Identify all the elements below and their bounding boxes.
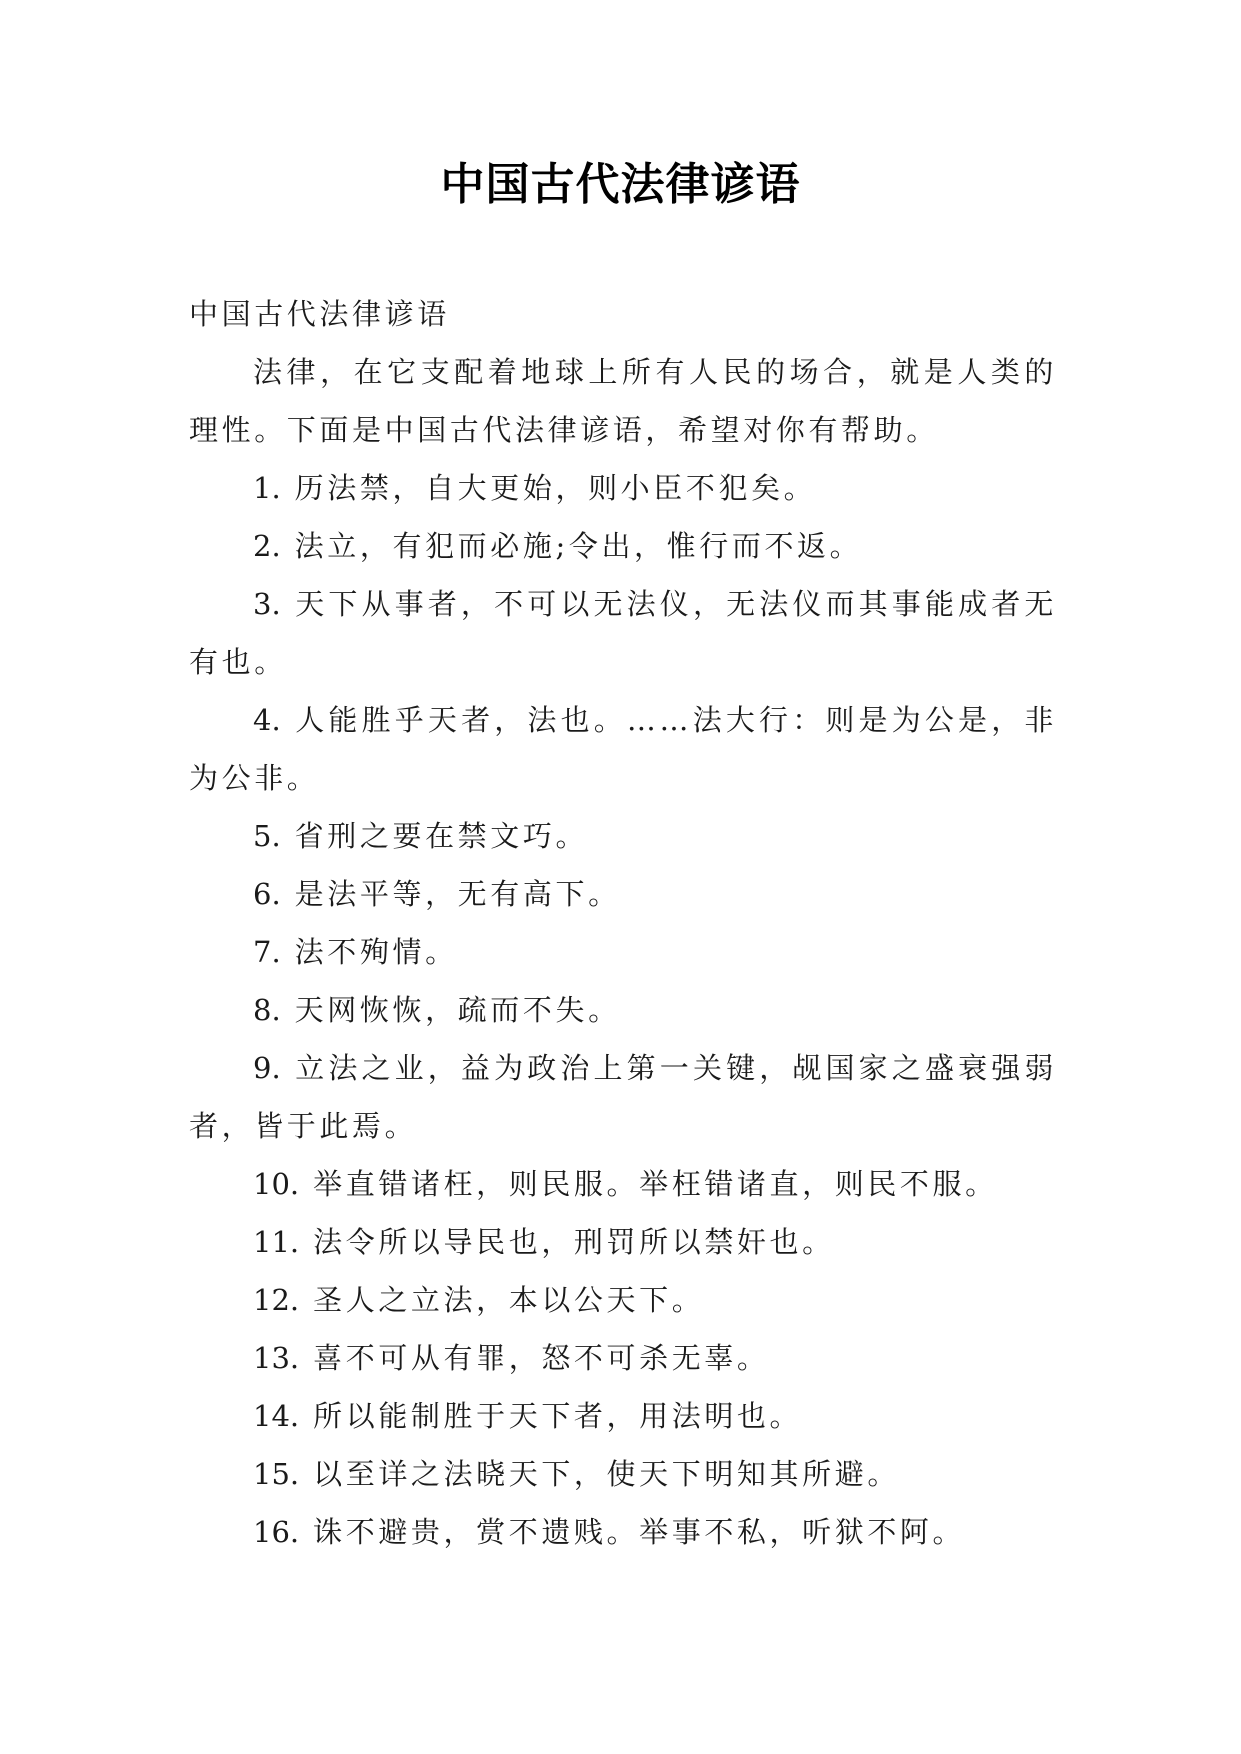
- item-text: 喜不可从有罪，怒不可杀无辜。: [313, 1341, 770, 1375]
- item-text: 省刑之要在禁文巧。: [294, 819, 589, 853]
- item-number: 6.: [253, 877, 281, 911]
- list-item: [189, 459, 1057, 517]
- list-item: [189, 981, 1057, 1039]
- list-item: [189, 1271, 1057, 1329]
- item-number: 2.: [253, 529, 281, 563]
- item-text: 法令所以导民也，刑罚所以禁奸也。: [313, 1225, 835, 1259]
- item-text: 所以能制胜于天下者，用法明也。: [313, 1399, 803, 1433]
- item-number: 13.: [253, 1341, 300, 1375]
- list-item: [189, 1155, 1057, 1213]
- item-number: 14.: [253, 1399, 300, 1433]
- item-number: 12.: [253, 1283, 300, 1317]
- list-item: [189, 865, 1057, 923]
- item-number: 8.: [253, 993, 281, 1027]
- item-number: 10.: [253, 1167, 300, 1201]
- item-text: 举直错诸枉，则民服。举枉错诸直，则民不服。: [313, 1167, 998, 1201]
- item-number: 1.: [253, 471, 281, 505]
- item-text: 天下从事者，不可以无法仪，无法仪而其事能成者无有也。: [189, 587, 1057, 679]
- item-text: 立法之业，益为政治上第一关键，觇国家之盛衰强弱者，皆于此焉。: [189, 1051, 1057, 1143]
- list-item: [189, 1213, 1057, 1271]
- item-number: 15.: [253, 1457, 300, 1491]
- item-number: 9.: [253, 1051, 281, 1085]
- item-text: 天网恢恢，疏而不失。: [294, 993, 621, 1027]
- item-text: 历法禁，自大更始，则小臣不犯矣。: [294, 471, 817, 505]
- item-number: 16.: [253, 1515, 300, 1549]
- item-number: 5.: [253, 819, 281, 853]
- intro-paragraph: 法律，在它支配着地球上所有人民的场合，就是人类的理性。下面是中国古代法律谚语，希望对你有帮助。: [189, 355, 1057, 447]
- item-text: 圣人之立法，本以公天下。: [313, 1283, 705, 1317]
- list-item: [189, 517, 1057, 575]
- list-item: [189, 1503, 1057, 1561]
- list-item: [189, 1445, 1057, 1503]
- item-number: 11.: [253, 1225, 300, 1259]
- item-text: 是法平等，无有高下。: [294, 877, 621, 911]
- list-item: [189, 1329, 1057, 1387]
- item-number: 7.: [253, 935, 281, 969]
- document-subtitle: 中国古代法律谚语: [189, 297, 450, 331]
- list-item: [189, 691, 1057, 807]
- page-title: 中国古代法律谚语: [440, 159, 801, 210]
- item-text: 人能胜乎天者，法也。……法大行：则是为公是，非为公非。: [189, 703, 1057, 795]
- item-text: 诛不避贵，赏不遗贱。举事不私，听狱不阿。: [313, 1515, 966, 1549]
- list-item: [189, 923, 1057, 981]
- item-number: 4.: [253, 703, 281, 737]
- list-item: [189, 807, 1057, 865]
- list-item: [189, 575, 1057, 691]
- item-number: 3.: [253, 587, 281, 621]
- document-body: [189, 285, 1057, 1561]
- item-text: 法不殉情。: [294, 935, 458, 969]
- item-text: 以至详之法晓天下，使天下明知其所避。: [313, 1457, 900, 1491]
- item-text: 法立，有犯而必施;令出，惟行而不返。: [294, 529, 863, 563]
- list-item: [189, 1039, 1057, 1155]
- list-item: [189, 1387, 1057, 1445]
